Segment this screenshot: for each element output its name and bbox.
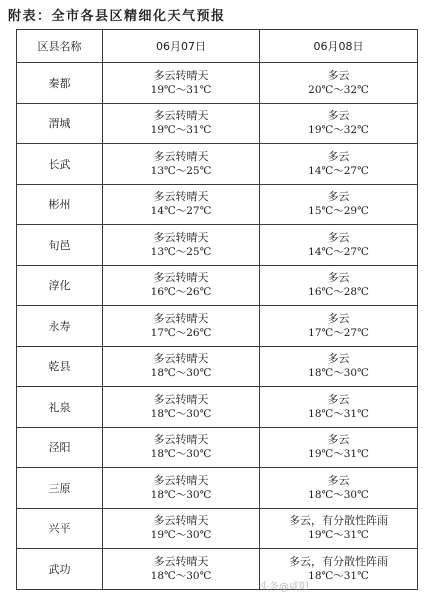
day2-temperature-range: 19℃～31℃ bbox=[308, 529, 369, 542]
day2-weather-text: 多云 bbox=[327, 311, 350, 325]
day2-temperature-range: 19℃～31℃ bbox=[308, 448, 369, 461]
day1-weather-text: 多云转晴天 bbox=[153, 271, 209, 285]
day2-temperature-range: 14℃～27℃ bbox=[308, 164, 369, 177]
district-name-cell: 武功 bbox=[17, 549, 103, 590]
header-day2: 06月08日 bbox=[260, 30, 418, 63]
district-name-cell: 礼泉 bbox=[17, 387, 103, 428]
day1-temperature-range: 13℃～25℃ bbox=[150, 164, 212, 177]
day2-weather-text: 多云 bbox=[327, 68, 350, 82]
day2-forecast-cell bbox=[260, 184, 418, 225]
table-row bbox=[17, 144, 418, 185]
day1-forecast-cell bbox=[103, 225, 260, 266]
day2-temperature-range: 19℃～32℃ bbox=[308, 124, 369, 137]
day2-weather-text: 多云 bbox=[327, 352, 350, 366]
district-name-cell: 渭城 bbox=[17, 103, 103, 144]
day1-weather-text: 多云转晴天 bbox=[153, 514, 209, 528]
day1-forecast-cell bbox=[103, 346, 260, 387]
day1-forecast-cell bbox=[103, 427, 260, 468]
day2-temperature-range: 18℃～30℃ bbox=[308, 488, 369, 501]
day2-temperature-range: 18℃～30℃ bbox=[308, 367, 369, 380]
day2-forecast-cell bbox=[260, 306, 418, 347]
day1-temperature-range: 18℃～30℃ bbox=[150, 569, 212, 582]
district-name-cell: 乾县 bbox=[17, 346, 103, 387]
day2-weather-text: 多云 bbox=[327, 433, 350, 447]
header-day1: 06月07日 bbox=[103, 30, 260, 63]
district-name-cell: 永寿 bbox=[17, 306, 103, 347]
day1-temperature-range: 18℃～30℃ bbox=[150, 407, 212, 420]
table-caption: 附表：全市各县区精细化天气预报 bbox=[8, 9, 226, 24]
table-row bbox=[17, 184, 418, 225]
day1-temperature-range: 18℃～30℃ bbox=[150, 448, 212, 461]
day2-forecast-cell bbox=[260, 508, 418, 549]
day1-forecast-cell bbox=[103, 508, 260, 549]
day1-temperature-range: 18℃～30℃ bbox=[150, 367, 212, 380]
day2-forecast-cell bbox=[260, 225, 418, 266]
day1-temperature-range: 16℃～26℃ bbox=[150, 286, 212, 299]
day1-forecast-cell bbox=[103, 468, 260, 509]
day2-weather-text: 多云，有分散性阵雨 bbox=[289, 554, 388, 568]
table-body bbox=[17, 63, 418, 590]
table-row bbox=[17, 387, 418, 428]
day2-forecast-cell bbox=[260, 427, 418, 468]
district-name-cell: 旬邑 bbox=[17, 225, 103, 266]
district-name-cell: 彬州 bbox=[17, 184, 103, 225]
day1-forecast-cell bbox=[103, 103, 260, 144]
day2-weather-text: 多云 bbox=[327, 190, 350, 204]
day2-temperature-range: 20℃～32℃ bbox=[308, 83, 369, 96]
day1-weather-text: 多云转晴天 bbox=[153, 433, 209, 447]
table-row bbox=[17, 468, 418, 509]
district-name-cell: 泾阳 bbox=[17, 427, 103, 468]
day2-temperature-range: 15℃～29℃ bbox=[308, 205, 369, 218]
day1-weather-text: 多云转晴天 bbox=[153, 554, 209, 568]
day2-forecast-cell bbox=[260, 144, 418, 185]
day2-forecast-cell bbox=[260, 387, 418, 428]
day2-weather-text: 多云 bbox=[327, 109, 350, 123]
day2-weather-text: 多云，有分散性阵雨 bbox=[289, 514, 388, 528]
district-name-cell: 淳化 bbox=[17, 265, 103, 306]
day1-forecast-cell bbox=[103, 306, 260, 347]
day2-weather-text: 多云 bbox=[327, 473, 350, 487]
day1-weather-text: 多云转晴天 bbox=[153, 311, 209, 325]
day2-forecast-cell bbox=[260, 265, 418, 306]
day1-forecast-cell bbox=[103, 144, 260, 185]
day2-forecast-cell bbox=[260, 103, 418, 144]
day2-weather-text: 多云 bbox=[327, 271, 350, 285]
table-row bbox=[17, 346, 418, 387]
day2-temperature-range: 14℃～27℃ bbox=[308, 245, 369, 258]
watermark: 头条@咸阳 bbox=[259, 582, 309, 593]
district-name-cell: 三原 bbox=[17, 468, 103, 509]
table-row bbox=[17, 306, 418, 347]
table-row bbox=[17, 427, 418, 468]
day2-temperature-range: 17℃～27℃ bbox=[308, 326, 369, 339]
day1-temperature-range: 14℃～27℃ bbox=[150, 205, 212, 218]
table-row bbox=[17, 63, 418, 104]
day1-temperature-range: 19℃～31℃ bbox=[150, 83, 212, 96]
table-row bbox=[17, 549, 418, 590]
day1-weather-text: 多云转晴天 bbox=[153, 190, 209, 204]
day1-weather-text: 多云转晴天 bbox=[153, 149, 209, 163]
day1-weather-text: 多云转晴天 bbox=[153, 473, 209, 487]
day1-weather-text: 多云转晴天 bbox=[153, 109, 209, 123]
table-row bbox=[17, 265, 418, 306]
district-name-cell: 长武 bbox=[17, 144, 103, 185]
day1-temperature-range: 17℃～26℃ bbox=[150, 326, 212, 339]
day1-temperature-range: 19℃～31℃ bbox=[150, 124, 212, 137]
day2-temperature-range: 18℃～31℃ bbox=[308, 407, 369, 420]
day1-weather-text: 多云转晴天 bbox=[153, 392, 209, 406]
day2-forecast-cell bbox=[260, 346, 418, 387]
day2-weather-text: 多云 bbox=[327, 392, 350, 406]
day1-forecast-cell bbox=[103, 265, 260, 306]
day2-forecast-cell bbox=[260, 468, 418, 509]
day1-weather-text: 多云转晴天 bbox=[153, 352, 209, 366]
day2-weather-text: 多云 bbox=[327, 230, 350, 244]
table-header-row bbox=[17, 30, 418, 63]
day1-weather-text: 多云转晴天 bbox=[153, 230, 209, 244]
day1-forecast-cell bbox=[103, 184, 260, 225]
day1-temperature-range: 18℃～30℃ bbox=[150, 488, 212, 501]
day1-forecast-cell bbox=[103, 63, 260, 104]
table-row bbox=[17, 508, 418, 549]
district-forecast-table bbox=[16, 29, 418, 590]
day2-temperature-range: 18℃～31℃ bbox=[308, 569, 369, 582]
day2-forecast-cell bbox=[260, 63, 418, 104]
day2-weather-text: 多云 bbox=[327, 149, 350, 163]
table-row bbox=[17, 225, 418, 266]
header-district: 区县名称 bbox=[17, 30, 103, 63]
table-row bbox=[17, 103, 418, 144]
day1-forecast-cell bbox=[103, 387, 260, 428]
day1-forecast-cell bbox=[103, 549, 260, 590]
day1-temperature-range: 19℃～30℃ bbox=[150, 529, 212, 542]
district-name-cell: 秦都 bbox=[17, 63, 103, 104]
day2-temperature-range: 16℃～28℃ bbox=[308, 286, 369, 299]
day1-weather-text: 多云转晴天 bbox=[153, 68, 209, 82]
district-name-cell: 兴平 bbox=[17, 508, 103, 549]
day1-temperature-range: 13℃～25℃ bbox=[150, 245, 212, 258]
